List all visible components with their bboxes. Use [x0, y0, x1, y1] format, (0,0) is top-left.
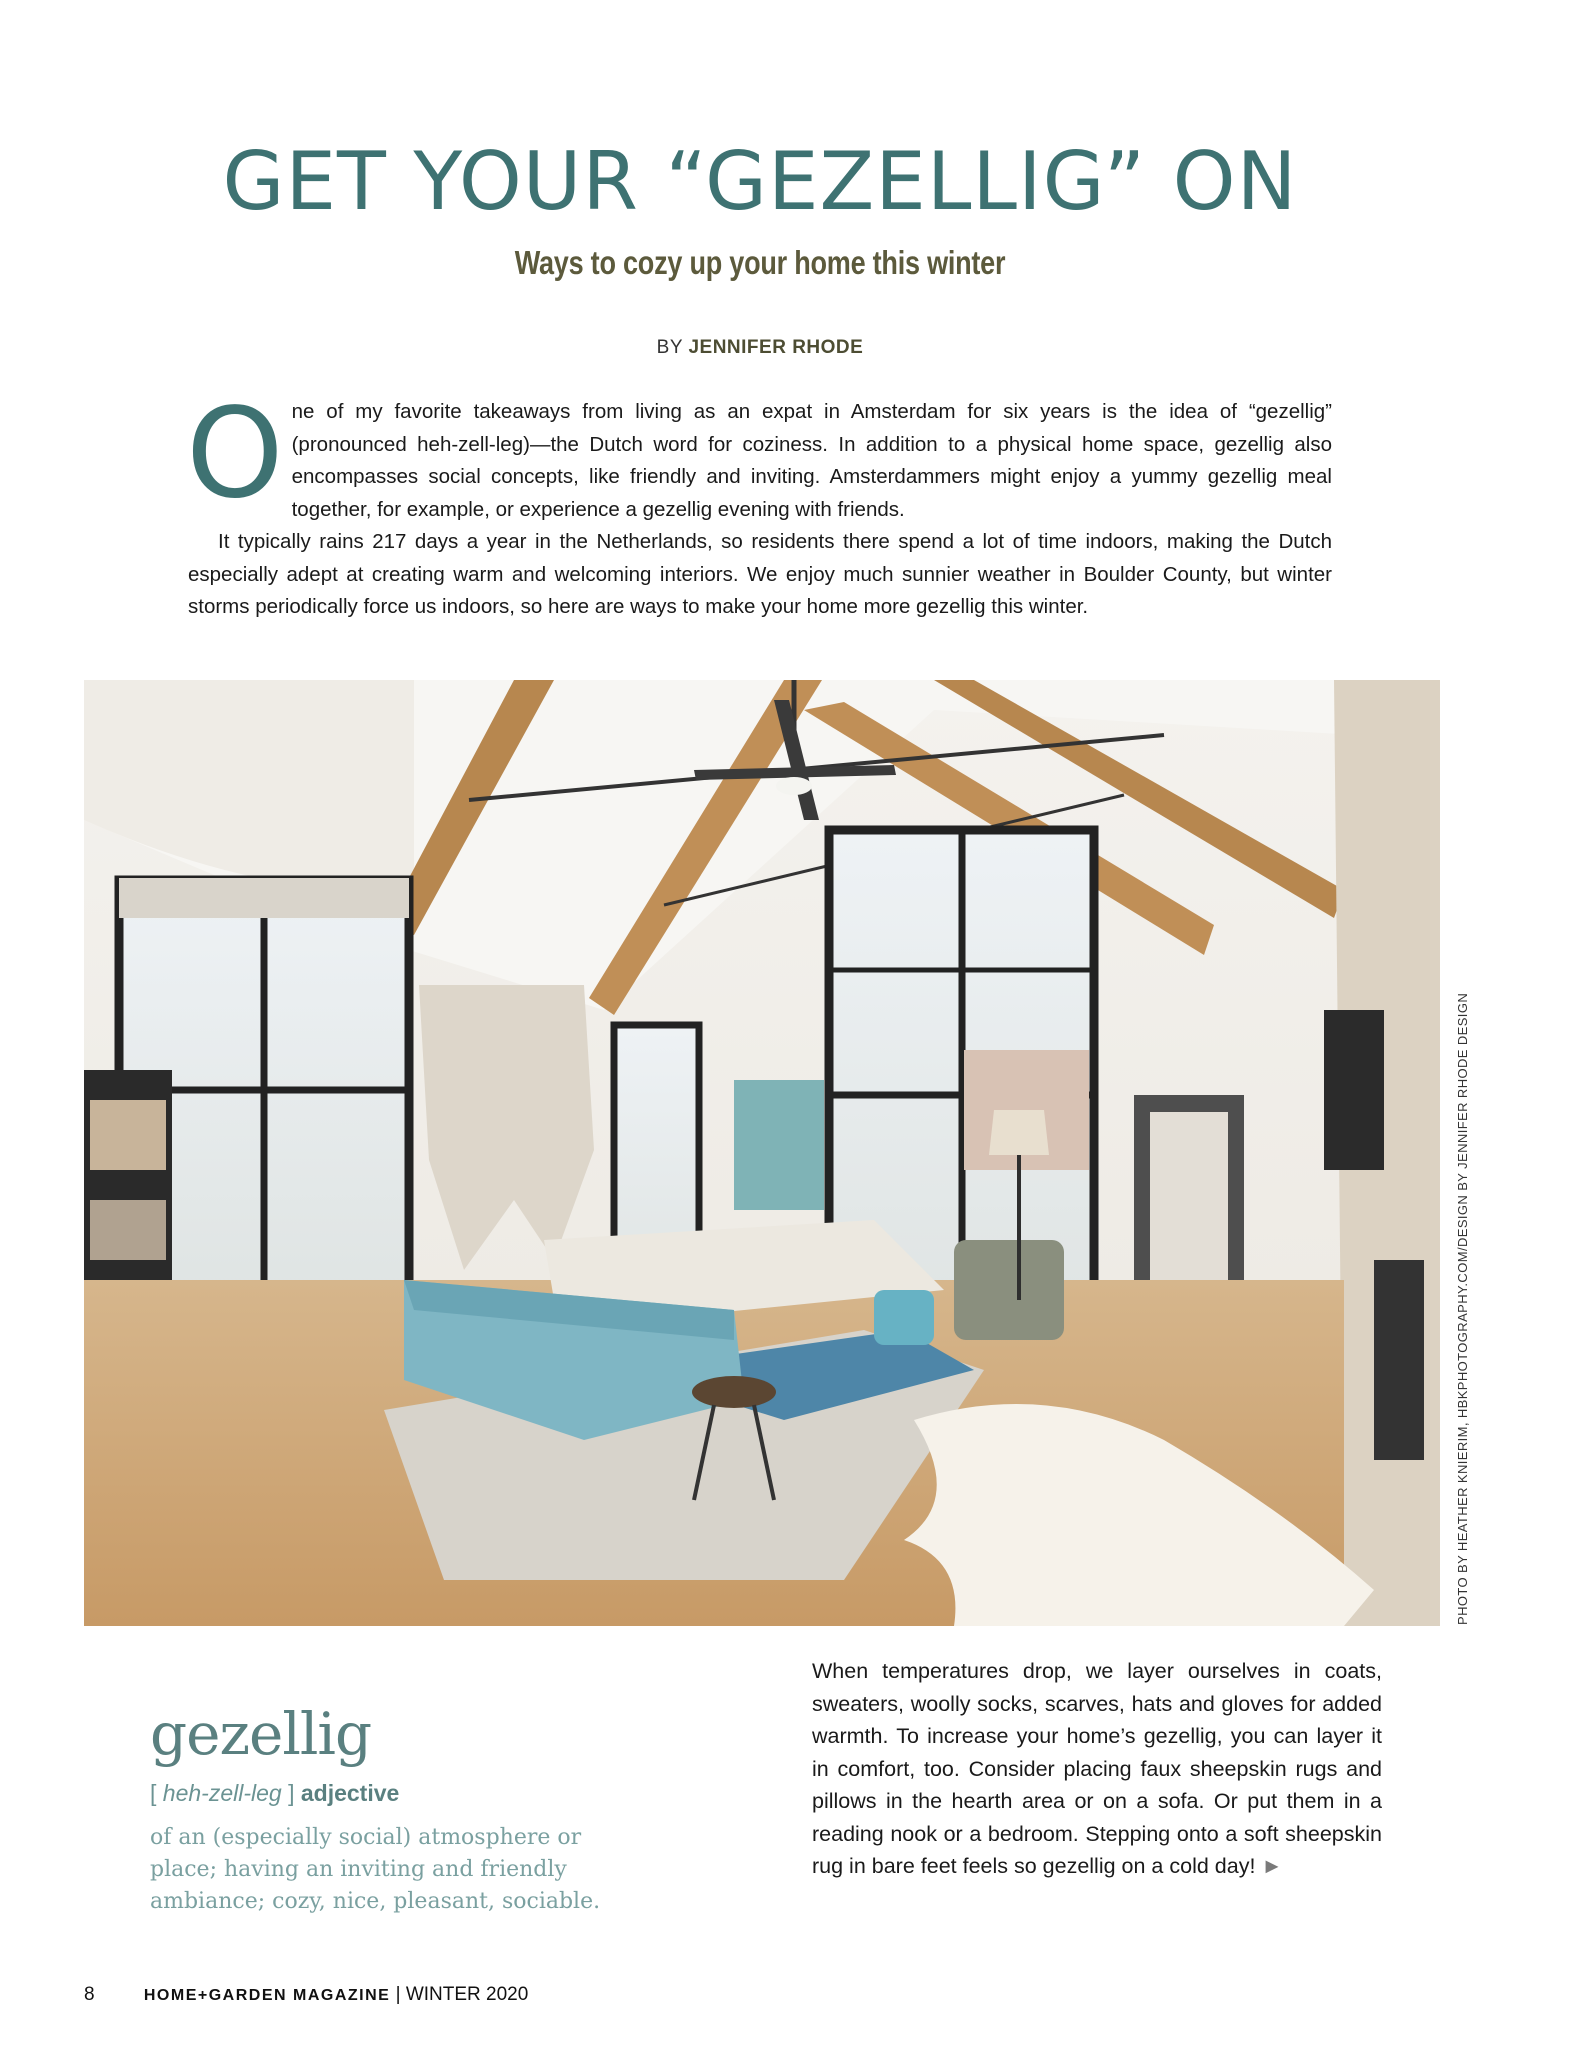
- article-title: GET YOUR “GEZELLIG” ON: [222, 135, 1298, 228]
- intro-paragraph-1: [186, 382, 1332, 526]
- definition-text: of an (especially social) atmosphere or place; having an inviting and friendly ambiance; cozy, nice, pleasant, sociable.: [150, 1825, 601, 1914]
- footer-separator: |: [395, 1984, 401, 2005]
- pronunciation-bracket-close: ]: [288, 1780, 295, 1806]
- drop-cap: O: [186, 382, 284, 526]
- intro-paragraph-2: It typically rains 217 days a year in the Netherlands, so residents there spend a lot of time indoors, making the Dutch especially adept at creating warm and welcoming interiors. We enjoy much sunnier weather in Boulder County, but winter storms periodically force us indoors, so here are ways to make your home more gezellig this winter.: [188, 530, 1332, 618]
- magazine-name: HOME+GARDEN MAGAZINE: [143, 1987, 391, 2004]
- page-number: 8: [84, 1984, 95, 2005]
- page-footer: [84, 1984, 528, 2006]
- living-room-illustration: [84, 680, 1440, 1626]
- author-name: JENNIFER RHODE: [688, 337, 864, 358]
- photo-credit: PHOTO BY HEATHER KNIERIM, HBKPHOTOGRAPHY.COM/DESIGN BY JENNIFER RHODE DESIGN: [1455, 992, 1470, 1625]
- body-paragraph: When temperatures drop, we layer ourselves in coats, sweaters, woolly socks, scarves, hats and gloves for added warmth. To increase your home’s gezellig, you can layer it in comfort, too. Consider placing faux sheepskin rugs and pillows in the hearth area or on a sofa. Or put them in a reading nook or a bedroom. Stepping onto a soft sheepskin rug in bare feet feels so gezellig on a cold day!: [812, 1659, 1382, 1878]
- definition-word: gezellig: [150, 1700, 372, 1768]
- part-of-speech: adjective: [300, 1780, 400, 1806]
- pronunciation-bracket-open: [: [150, 1780, 157, 1806]
- living-room-photo: [84, 680, 1440, 1626]
- issue-label: WINTER 2020: [405, 1984, 529, 2005]
- intro-text: [186, 382, 1332, 624]
- body-text: [812, 1655, 1382, 1883]
- continue-arrow-icon: ►: [1261, 1854, 1283, 1878]
- byline: [0, 337, 1520, 359]
- byline-prefix: BY: [656, 337, 683, 358]
- article-subtitle: Ways to cozy up your home this winter: [514, 244, 1006, 281]
- intro-paragraph-1-text: ne of my favorite takeaways from living as an expat in Amsterdam for six years is the idea of “gezellig” (pronounced heh-zell-leg)—the Dutch word for coziness. In addition to a physical home space, gezellig also encompasses social concepts, like friendly and inviting. Amsterdammers might enjoy a yummy gezellig meal together, for example, or experience a gezellig evening with friends.: [291, 400, 1332, 521]
- definition-pronunciation: [150, 1780, 399, 1807]
- pronunciation-text: heh-zell-leg: [162, 1780, 282, 1806]
